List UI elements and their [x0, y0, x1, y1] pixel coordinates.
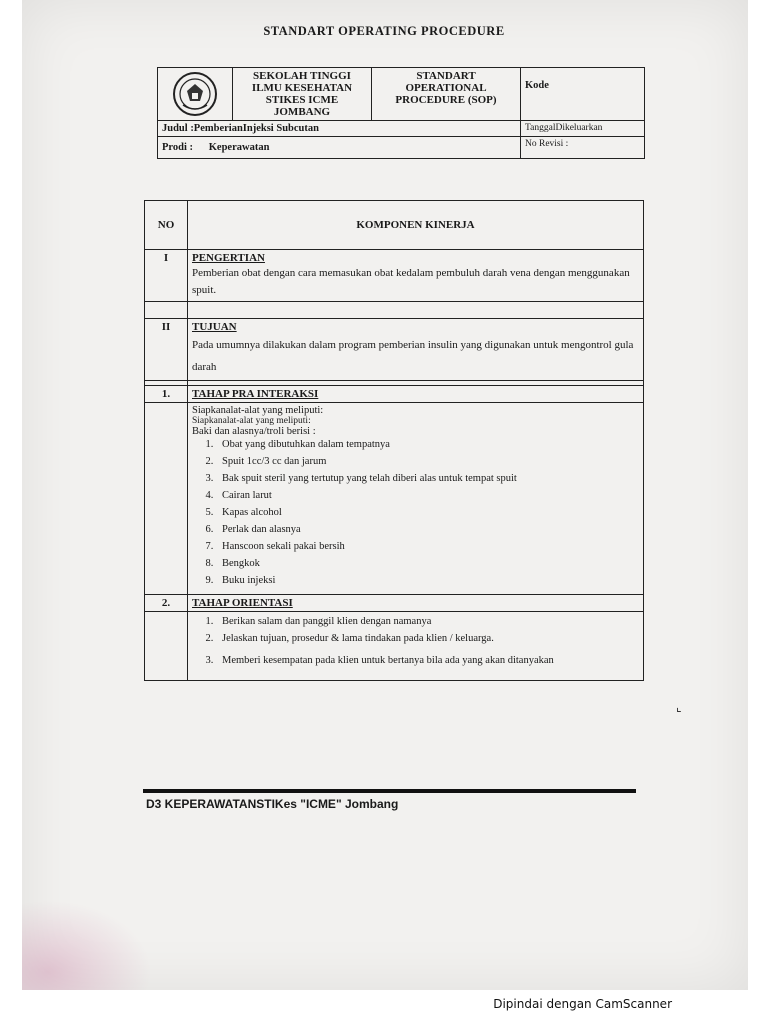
footer-divider — [143, 789, 636, 793]
section-no: 1. — [145, 386, 188, 403]
judul-row — [158, 121, 521, 137]
sop-label — [372, 68, 521, 121]
logo-cell — [158, 68, 233, 121]
section-title: TAHAP PRA INTERAKSI — [188, 386, 644, 403]
list-item: 9. Buku injeksi — [216, 575, 639, 586]
section-no: I — [145, 250, 188, 302]
sop-line: STANDART — [416, 70, 476, 82]
judul-label: Judul — [162, 123, 188, 134]
pen-mark: ⌞ — [676, 700, 682, 714]
sop-line: PROCEDURE (SOP) — [395, 94, 497, 106]
section-no: II — [145, 319, 188, 381]
list-item: 2. Spuit 1cc/3 cc dan jarum — [216, 456, 639, 467]
header-table — [157, 67, 645, 159]
footer-text: D3 KEPERAWATANSTIKes "ICME" Jombang — [146, 797, 399, 811]
sop-line: OPERATIONAL — [405, 82, 487, 94]
kode-label: Kode — [525, 80, 549, 91]
institution-line: STIKES ICME — [265, 94, 339, 106]
empty-no-cell — [145, 612, 188, 681]
list-item: 2. Jelaskan tujuan, prosedur & lama tindakan pada klien / keluarga. — [216, 633, 639, 644]
document-title: STANDART OPERATING PROCEDURE — [263, 24, 505, 38]
procedure-table — [144, 200, 644, 681]
list-item: 4. Cairan larut — [216, 490, 639, 501]
orientation-list — [192, 616, 639, 672]
revisi-cell — [521, 137, 645, 159]
list-item: 3. Bak spuit steril yang tertutup yang telah diberi alas untuk tempat spuit — [216, 473, 639, 484]
section-text: Pada umumnya dilakukan dalam program pemberian insulin yang digunakan untuk mengontrol gula darah — [192, 339, 634, 373]
institution-line: SEKOLAH TINGGI — [253, 70, 351, 82]
section-title: PENGERTIAN — [192, 252, 265, 264]
section-title: TUJUAN — [192, 321, 237, 333]
col-komponen-header: KOMPONEN KINERJA — [188, 201, 644, 250]
list-item: 6. Perlak dan alasnya — [216, 524, 639, 535]
section-no: 2. — [145, 595, 188, 612]
prodi-value: Keperawatan — [208, 142, 270, 153]
list-item: 3. Memberi kesempatan pada klien untuk bertanya bila ada yang akan ditanyakan — [216, 650, 639, 672]
list-item: 1. Berikan salam dan panggil klien dengan namanya — [216, 616, 639, 627]
institution-line: JOMBANG — [273, 106, 331, 118]
institution-line: ILMU KESEHATAN — [251, 82, 353, 94]
list-item: 1. Obat yang dibutuhkan dalam tempatnya — [216, 439, 639, 450]
judul-value: :PemberianInjeksi Subcutan — [190, 123, 319, 134]
col-no-header: NO — [145, 201, 188, 250]
section-title: TAHAP ORIENTASI — [188, 595, 644, 612]
section-pra-interaksi-body — [188, 403, 644, 595]
revisi-label: No Revisi : — [525, 139, 569, 149]
tanggal-label: TanggalDikeluarkan — [525, 123, 603, 133]
section-tujuan — [188, 319, 644, 381]
scanner-watermark: Dipindai dengan CamScanner — [493, 997, 672, 1011]
equipment-list — [192, 439, 639, 586]
spacer — [145, 302, 188, 319]
spacer — [188, 302, 644, 319]
institution-name — [233, 68, 372, 121]
intro-line: Baki dan alasnya/troli berisi : — [192, 426, 316, 437]
intro-line: Siapkanalat-alat yang meliputi: — [192, 416, 311, 426]
prodi-row — [158, 137, 521, 159]
section-orientasi-body — [188, 612, 644, 681]
institution-logo — [162, 71, 228, 117]
kode-cell — [521, 68, 645, 121]
prodi-label: Prodi : — [162, 142, 194, 153]
empty-no-cell — [145, 403, 188, 595]
intro-line: Siapkanalat-alat yang meliputi: — [192, 405, 324, 416]
list-item: 8. Bengkok — [216, 558, 639, 569]
list-item: 7. Hanscoon sekali pakai bersih — [216, 541, 639, 552]
list-item: 5. Kapas alcohol — [216, 507, 639, 518]
section-pengertian — [188, 250, 644, 302]
section-text: Pemberian obat dengan cara memasukan obat kedalam pembuluh darah vena dengan menggunakan spuit. — [192, 267, 630, 296]
paper-stain — [22, 900, 152, 990]
tanggal-cell — [521, 121, 645, 137]
